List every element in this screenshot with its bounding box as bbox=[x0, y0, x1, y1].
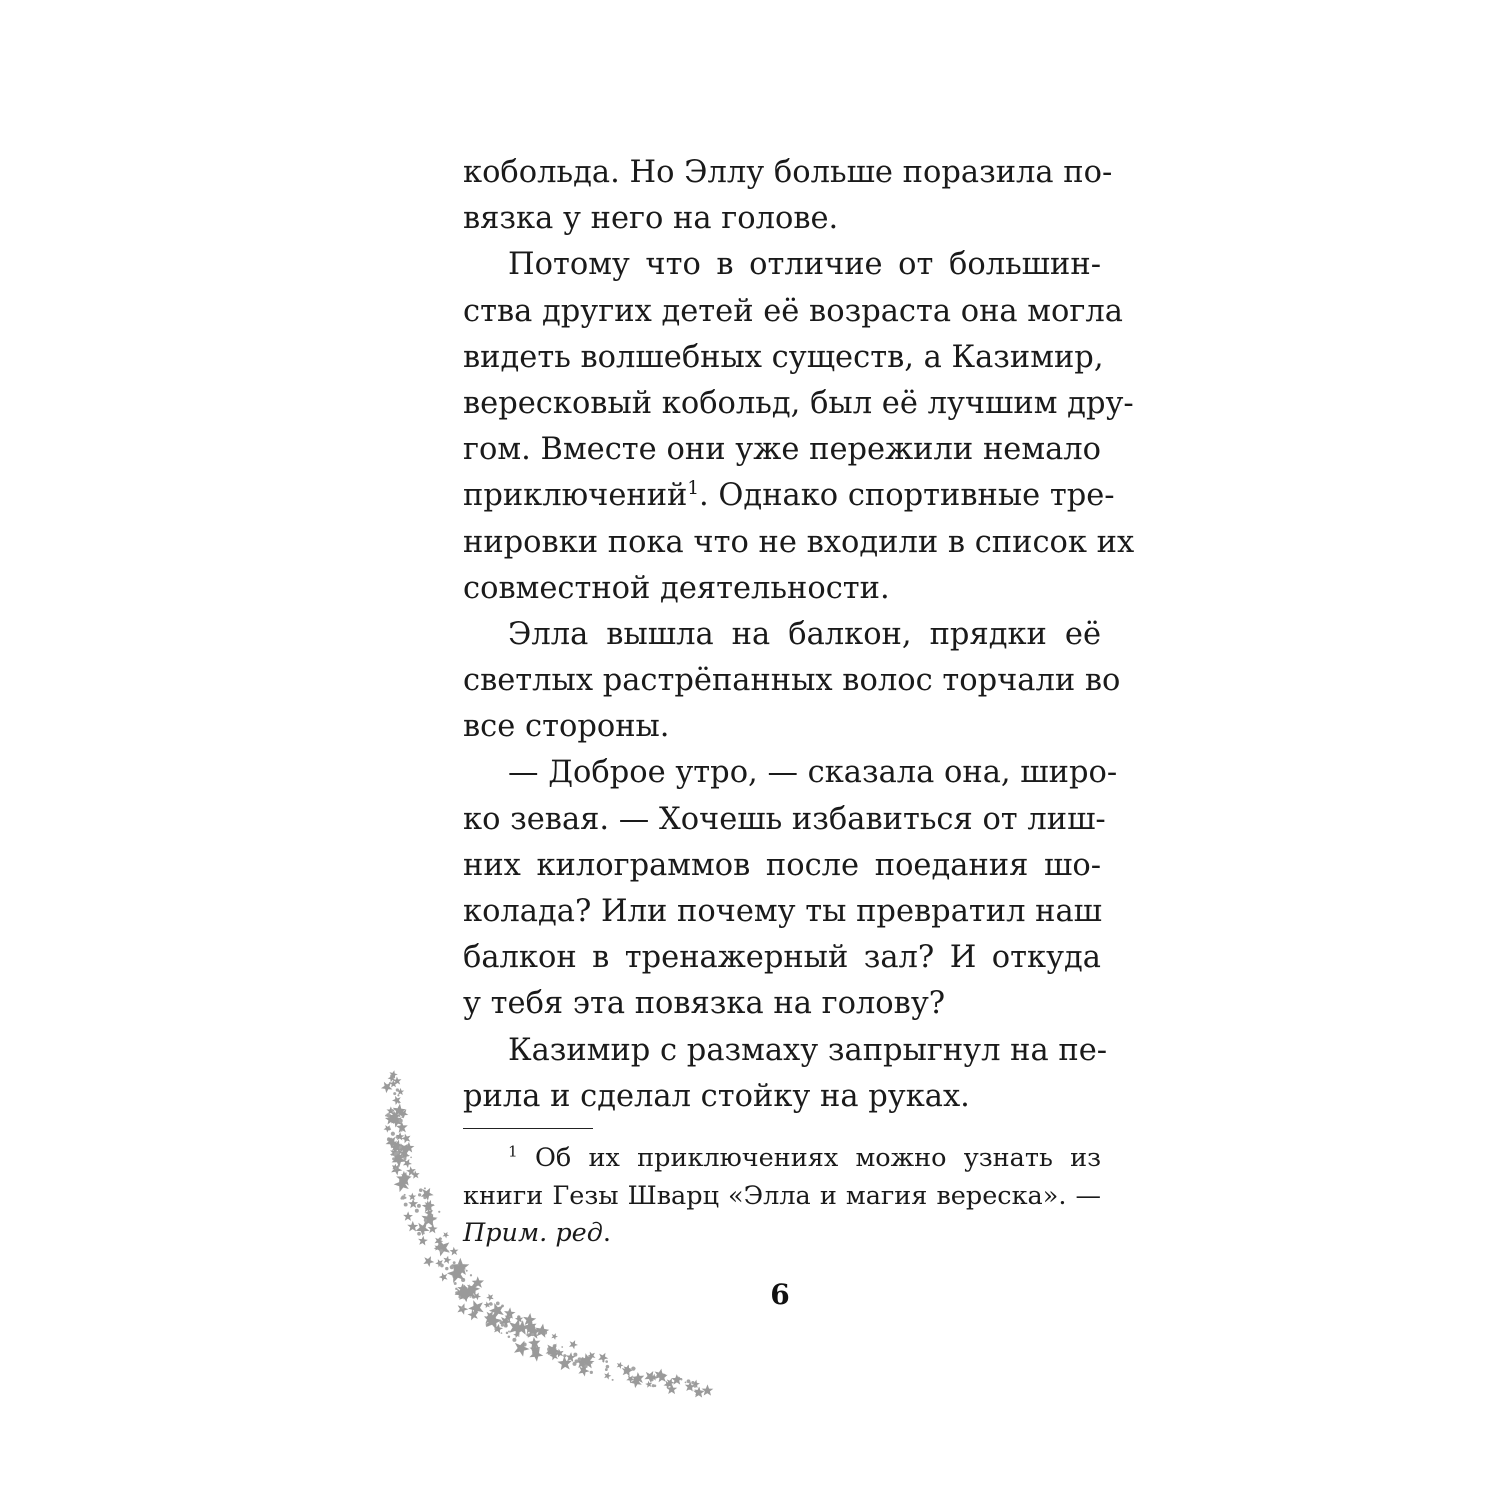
text-segment: . Однако спортивные тре- bbox=[699, 478, 1115, 514]
text-line: вязка у него на голове. bbox=[463, 201, 839, 237]
text-line: все стороны. bbox=[463, 709, 670, 745]
text-line: Потому что в отличие от большин- bbox=[508, 247, 1101, 283]
footnote-text: . bbox=[602, 1218, 612, 1248]
text-line: гом. Вместе они уже пережили немало bbox=[463, 432, 1101, 468]
footnote-marker: 1 bbox=[508, 1142, 518, 1161]
text-line: совместной деятельности. bbox=[463, 570, 890, 606]
text-line: у тебя эта повязка на голову? bbox=[463, 986, 946, 1022]
text-segment: приключений bbox=[463, 478, 688, 514]
footnote-line bbox=[463, 1215, 1101, 1253]
text-line: ства других детей её возраста она могла bbox=[463, 293, 1123, 329]
text-line: — Доброе утро, — сказала она, широ- bbox=[508, 755, 1118, 791]
text-line: колада? Или почему ты превратил наш bbox=[463, 894, 1103, 929]
footnote-divider bbox=[463, 1128, 593, 1129]
text-line: ко зевая. — Хочешь избавиться от лиш- bbox=[463, 801, 1106, 837]
text-line: рила и сделал стойку на руках. bbox=[463, 1078, 970, 1114]
text-line: них килограммов после поедания шо- bbox=[463, 847, 1101, 883]
footnote-reference[interactable]: 1 bbox=[687, 478, 700, 500]
footnote bbox=[463, 1140, 1101, 1253]
text-line: видеть волшебных существ, а Казимир, bbox=[463, 339, 1104, 375]
text-line: Казимир с размаху запрыгнул на пе- bbox=[508, 1032, 1108, 1068]
text-line: вересковый кобольд, был её лучшим дру- bbox=[463, 385, 1134, 421]
footnote-text: Об их приключениях можно узнать из bbox=[535, 1143, 1101, 1173]
footnote-line: книги Гезы Шварц «Элла и магия вереска». — bbox=[463, 1180, 1101, 1211]
text-line: светлых растрёпанных волос торчали во bbox=[463, 663, 1121, 699]
main-text bbox=[463, 150, 1135, 1120]
text-line-with-footnote-ref bbox=[463, 473, 1115, 519]
editor-note: Прим. ред bbox=[463, 1218, 603, 1248]
footnote-line bbox=[463, 1140, 1101, 1178]
text-line: кобольда. Но Эллу больше поразила по- bbox=[463, 155, 1113, 190]
text-line: Элла вышла на балкон, прядки её bbox=[508, 616, 1101, 652]
text-line: нировки пока что не входили в список их bbox=[463, 524, 1135, 560]
text-line: балкон в тренажерный зал? И откуда bbox=[463, 940, 1101, 976]
page-number: 6 bbox=[770, 1278, 790, 1311]
